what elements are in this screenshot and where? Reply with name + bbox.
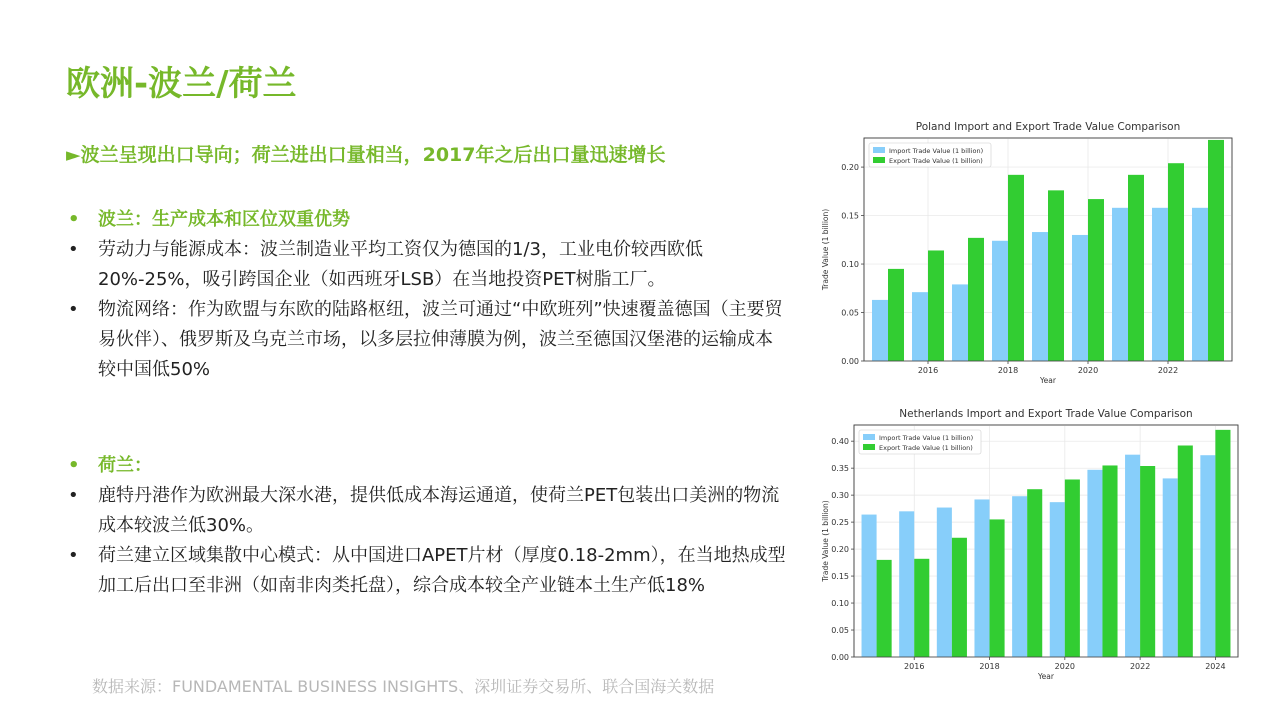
export-bar-2018 (990, 519, 1005, 657)
export-bar-2017 (952, 538, 967, 657)
netherlands-section (66, 451, 786, 601)
export-bar-2020 (1065, 479, 1080, 657)
import-bar-2024 (1200, 455, 1215, 657)
netherlands-bullet-port: • 鹿特丹港作为欧洲最大深水港，提供低成本海运通道，使荷兰PET包装出口美洲的物流成本较波兰低30%。 (66, 481, 786, 541)
legend-label: Import Trade Value (1 billion) (879, 434, 974, 442)
netherlands-bullet-hub: • 荷兰建立区域集散中心模式：从中国进口APET片材（厚度0.18-2mm），在当地热成型加工后出口至非洲（如南非肉类托盘），综合成本较全产业链本土生产低18% (66, 541, 786, 601)
import-bar-2021 (1087, 470, 1102, 657)
netherlands-trade-chart (812, 404, 1252, 684)
poland-heading: • 波兰：生产成本和区位双重优势 (66, 205, 786, 235)
import-bar-2016 (899, 511, 914, 657)
export-bar-2021 (1102, 465, 1117, 657)
legend-swatch (863, 434, 875, 440)
import-bar-2021 (1112, 208, 1128, 361)
y-tick-label: 0.30 (831, 491, 849, 501)
headline: ►波兰呈现出口导向；荷兰进出口量相当，2017年之后出口量迅速增长 (66, 144, 666, 166)
import-bar-2022 (1152, 208, 1168, 361)
x-tick-label: 2022 (1129, 662, 1151, 671)
data-source-footnote: 数据来源：FUNDAMENTAL BUSINESS INSIGHTS、深圳证券交易所、联合国海关数据 (92, 677, 715, 696)
x-axis-label: Year (1040, 376, 1056, 385)
import-bar-2022 (1125, 455, 1140, 657)
export-bar-2020 (1088, 199, 1104, 361)
chart-title: Netherlands Import and Export Trade Value Comparison (899, 408, 1193, 420)
export-bar-2018 (1008, 175, 1024, 361)
import-bar-2023 (1163, 478, 1178, 657)
y-tick-label: 0.20 (841, 163, 859, 173)
export-bar-2021 (1128, 175, 1144, 361)
legend-swatch (863, 444, 875, 450)
y-tick-label: 0.40 (831, 437, 849, 447)
chart-title: Poland Import and Export Trade Value Comparison (915, 121, 1181, 133)
netherlands-trade-chart-svg (812, 404, 1252, 684)
import-bar-2020 (1072, 235, 1088, 361)
y-tick-label: 0.25 (831, 518, 849, 528)
import-bar-2018 (974, 499, 989, 657)
y-tick-label: 0.20 (831, 545, 849, 555)
export-bar-2022 (1168, 163, 1184, 361)
import-bar-2015 (872, 300, 888, 361)
y-axis-label: Trade Value (1 billion) (821, 208, 830, 291)
import-bar-2020 (1050, 502, 1065, 657)
legend-label: Import Trade Value (1 billion) (889, 147, 984, 155)
export-bar-2019 (1048, 190, 1064, 361)
export-bar-2023 (1208, 140, 1224, 361)
export-bar-2023 (1178, 446, 1193, 657)
x-tick-label: 2024 (1205, 662, 1226, 671)
y-axis-label: Trade Value (1 billion) (821, 500, 830, 582)
import-bar-2018 (992, 241, 1008, 361)
legend-label: Export Trade Value (1 billion) (879, 444, 973, 452)
page-title: 欧洲-波兰/荷兰 (66, 64, 297, 104)
y-tick-label: 0.00 (831, 653, 849, 662)
poland-trade-chart (812, 118, 1242, 388)
y-tick-label: 0.15 (841, 211, 859, 221)
import-bar-2019 (1012, 496, 1027, 657)
export-bar-2022 (1140, 466, 1155, 657)
x-axis-label: Year (1038, 672, 1054, 681)
x-tick-label: 2016 (904, 662, 925, 671)
import-bar-2017 (952, 284, 968, 361)
import-bar-2019 (1032, 232, 1048, 361)
x-tick-label: 2016 (917, 366, 939, 375)
poland-section (66, 205, 786, 385)
export-bar-2015 (877, 560, 892, 657)
legend-label: Export Trade Value (1 billion) (889, 157, 983, 165)
import-bar-2023 (1192, 208, 1208, 361)
x-tick-label: 2018 (979, 662, 1000, 671)
y-tick-label: 0.10 (841, 260, 859, 270)
poland-trade-chart-svg (812, 118, 1242, 388)
x-tick-label: 2022 (1157, 366, 1179, 375)
y-tick-label: 0.05 (841, 308, 859, 318)
export-bar-2016 (914, 559, 929, 657)
export-bar-2017 (968, 238, 984, 361)
poland-bullet-labor: • 劳动力与能源成本：波兰制造业平均工资仅为德国的1/3，工业电价较西欧低20%-25%，吸引跨国企业（如西班牙LSB）在当地投资PET树脂工厂。 (66, 235, 786, 295)
x-tick-label: 2020 (1054, 662, 1076, 671)
legend-swatch (873, 147, 885, 153)
import-bar-2017 (937, 508, 952, 657)
export-bar-2016 (928, 250, 944, 361)
export-bar-2019 (1027, 489, 1042, 657)
netherlands-heading: • 荷兰： (66, 451, 786, 481)
y-tick-label: 0.15 (831, 572, 849, 582)
export-bar-2015 (888, 269, 904, 361)
import-bar-2015 (862, 515, 877, 657)
poland-bullet-logistics: • 物流网络：作为欧盟与东欧的陆路枢纽，波兰可通过“中欧班列”快速覆盖德国（主要贸易伙伴）、俄罗斯及乌克兰市场，以多层拉伸薄膜为例，波兰至德国汉堡港的运输成本较中国低50% (66, 295, 786, 385)
y-tick-label: 0.35 (831, 464, 849, 474)
x-tick-label: 2018 (997, 366, 1019, 375)
x-tick-label: 2020 (1077, 366, 1099, 375)
y-tick-label: 0.10 (831, 599, 849, 609)
y-tick-label: 0.05 (831, 626, 849, 636)
legend-swatch (873, 157, 885, 163)
export-bar-2024 (1215, 430, 1230, 657)
import-bar-2016 (912, 292, 928, 361)
y-tick-label: 0.00 (841, 357, 859, 366)
